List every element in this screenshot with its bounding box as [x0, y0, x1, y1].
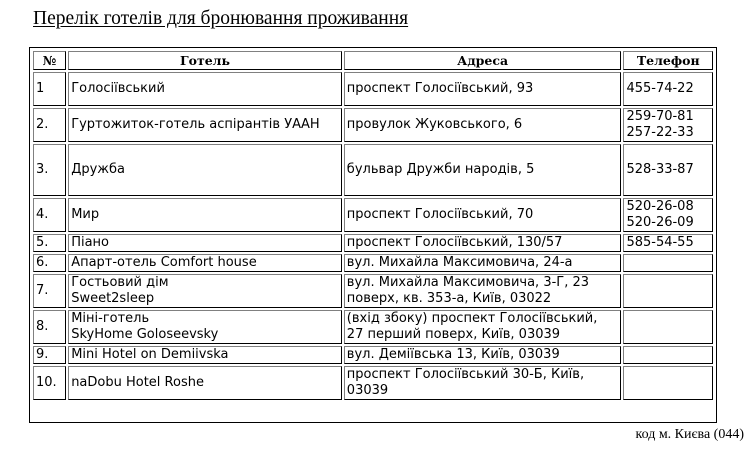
cell-num: 4. [33, 198, 66, 232]
cell-hotel-name-line: Sweet2sleep [71, 291, 155, 306]
cell-hotel-name [68, 254, 342, 272]
cell-num: 1 [33, 72, 66, 106]
table-row [33, 108, 713, 142]
cell-address-line: 27 перший поверх, Київ, 03039 [346, 327, 561, 342]
table-row [33, 234, 713, 252]
cell-address [344, 310, 622, 344]
column-header-num: № [33, 51, 66, 70]
cell-address-line: 03039 [346, 383, 389, 398]
cell-phone-line: 528-33-87 [626, 162, 694, 177]
cell-hotel-name-line: Голосіївський [71, 81, 165, 96]
cell-num: 6. [33, 254, 66, 272]
cell-hotel-name-line: Мир [71, 207, 100, 222]
cell-address [344, 144, 622, 196]
cell-hotel-name [68, 108, 342, 142]
table-row [33, 254, 713, 272]
table-row [33, 274, 713, 308]
cell-hotel-name-line: Гуртожиток-готель аспірантів УААН [71, 117, 320, 132]
cell-hotel-name-line: Дружба [71, 162, 125, 177]
cell-hotel-name-line: Mini Hotel on Demiivska [71, 347, 229, 362]
cell-num: 8. [33, 310, 66, 344]
cell-address-line: вул. Деміївська 13, Київ, 03039 [346, 347, 560, 362]
cell-address-line: поверх, кв. 353-а, Київ, 03022 [346, 291, 552, 306]
cell-address-line: проспект Голосіївський 30-Б, Київ, [346, 367, 585, 382]
table-row [33, 346, 713, 364]
city-code-note: код м. Києва (044) [635, 427, 744, 442]
column-header-address: Адреса [344, 51, 622, 70]
cell-hotel-name [68, 144, 342, 196]
cell-address [344, 254, 622, 272]
table-row [33, 198, 713, 232]
cell-hotel-name-line: Гостьовий дім [71, 275, 169, 290]
cell-address-line: бульвар Дружби народів, 5 [346, 162, 535, 177]
cell-address-line: (вхід збоку) проспект Голосіївський, [346, 311, 598, 326]
cell-hotel-name-line: Піано [71, 235, 109, 250]
cell-phone-line: 257-22-33 [626, 125, 694, 140]
cell-address-line: вул. Михайла Максимовича, 24-а [346, 255, 573, 270]
cell-address [344, 108, 622, 142]
cell-address [344, 72, 622, 106]
cell-num: 5. [33, 234, 66, 252]
cell-address-line: проспект Голосіївський, 70 [346, 207, 534, 222]
cell-phone [623, 198, 713, 232]
cell-phone [623, 234, 713, 252]
page-title: Перелік готелів для бронювання проживання [33, 8, 409, 29]
cell-phone-line: 259-70-81 [626, 109, 694, 124]
table-row [33, 72, 713, 106]
cell-address-line: вул. Михайла Максимовича, 3-Г, 23 [346, 275, 590, 290]
cell-hotel-name [68, 234, 342, 252]
cell-address-line: провулок Жуковського, 6 [346, 117, 523, 132]
cell-phone [623, 366, 713, 400]
cell-hotel-name-line: naDobu Hotel Roshe [71, 375, 204, 390]
cell-num: 2. [33, 108, 66, 142]
cell-hotel-name-line: SkyHome Goloseevsky [71, 327, 219, 342]
cell-address [344, 274, 622, 308]
column-header-phone: Телефон [623, 51, 713, 70]
table-row [33, 310, 713, 344]
cell-phone [623, 310, 713, 344]
cell-address [344, 366, 622, 400]
cell-hotel-name [68, 366, 342, 400]
cell-num: 10. [33, 366, 66, 400]
cell-phone-line: 520-26-08 [626, 199, 694, 214]
cell-phone-line: 520-26-09 [626, 215, 694, 230]
cell-hotel-name-line: Апарт-отель Comfort house [71, 255, 257, 270]
cell-hotel-name [68, 72, 342, 106]
table-header-row [33, 51, 713, 70]
cell-hotel-name-line: Міні-готель [71, 311, 150, 326]
cell-address [344, 234, 622, 252]
cell-phone [623, 108, 713, 142]
cell-phone-line: 585-54-55 [626, 235, 694, 250]
cell-hotel-name [68, 346, 342, 364]
cell-phone [623, 274, 713, 308]
cell-address-line: проспект Голосіївський, 130/57 [346, 235, 563, 250]
cell-num: 9. [33, 346, 66, 364]
hotels-table [31, 49, 715, 402]
cell-address-line: проспект Голосіївський, 93 [346, 81, 534, 96]
cell-num: 3. [33, 144, 66, 196]
cell-phone [623, 346, 713, 364]
cell-hotel-name [68, 198, 342, 232]
cell-address [344, 198, 622, 232]
column-header-hotel: Готель [68, 51, 342, 70]
cell-hotel-name [68, 274, 342, 308]
cell-num: 7. [33, 274, 66, 308]
cell-hotel-name [68, 310, 342, 344]
cell-address [344, 346, 622, 364]
cell-phone [623, 254, 713, 272]
cell-phone [623, 144, 713, 196]
table-row [33, 144, 713, 196]
cell-phone [623, 72, 713, 106]
table-row [33, 366, 713, 400]
cell-phone-line: 455-74-22 [626, 81, 694, 96]
